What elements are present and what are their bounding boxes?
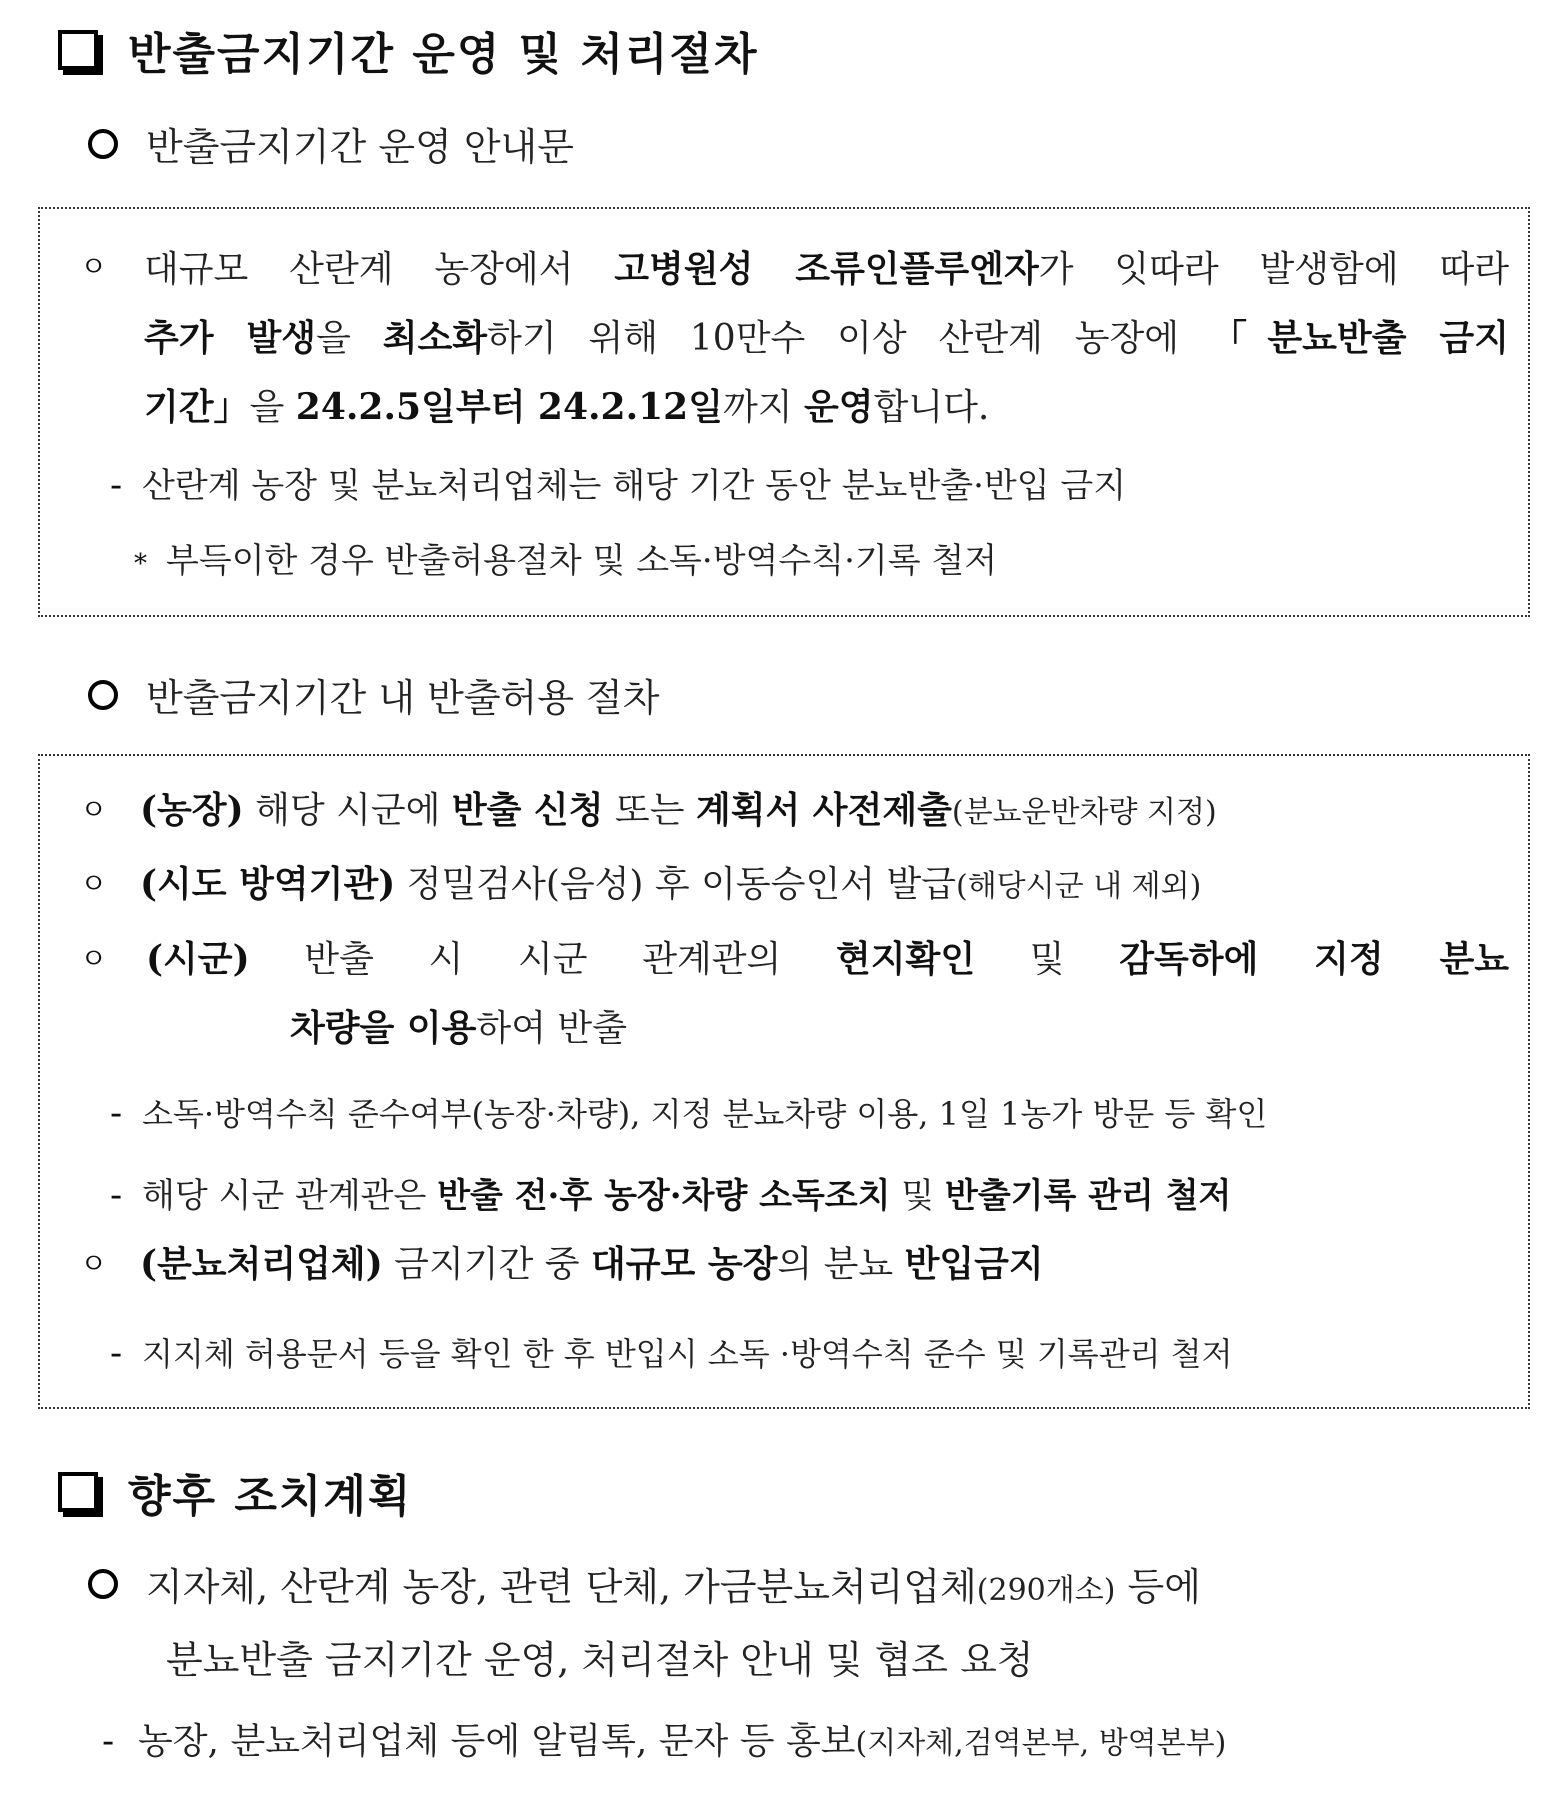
subsection-heading-1 — [88, 116, 574, 171]
dash-line: 산란계 농장 및 분뇨처리업체는 해당 기간 동안 분뇨반출·반입 금지 — [142, 466, 1127, 506]
paragraph-line: 대규모 산란계 농장에서 고병원성 조류인플루엔자가 잇따라 발생함에 따라 — [144, 248, 1509, 290]
procedure-item-processor: (분뇨처리업체) 금지기간 중 대규모 농장의 분뇨 반입금지 — [140, 1243, 1044, 1285]
plan-item: 지자체, 산란계 농장, 관련 단체, 가금분뇨처리업체(290개소) 등에 — [88, 1556, 1201, 1611]
dash-line: 지지체 허용문서 등을 확인 한 후 반입시 소독 ·방역수칙 준수 및 기록관리 철저 — [142, 1335, 1233, 1373]
asterisk-bullet: * — [134, 549, 147, 579]
checkbox-square-icon — [58, 1472, 98, 1512]
subsection-title: 반출금지기간 운영 안내문 — [146, 125, 574, 169]
subsection-heading-2 — [88, 667, 659, 722]
dash-bullet: - — [110, 1093, 123, 1134]
subsection-title: 반출금지기간 내 반출허용 절차 — [146, 676, 660, 720]
procedure-box — [38, 754, 1530, 1409]
procedure-item-sido: (시도 방역기관) 정밀검사(음성) 후 이동승인서 발급(해당시군 내 제외) — [140, 863, 1202, 905]
paragraph-line: 추가 발생을 최소화하기 위해 10만수 이상 산란계 농장에 「분뇨반출 금지 — [144, 317, 1509, 359]
circle-bullet-icon — [88, 129, 118, 159]
dash-bullet: - — [110, 1333, 123, 1374]
small-circle-bullet-icon: ㅇ — [80, 250, 108, 283]
dash-bullet: - — [102, 1721, 115, 1762]
star-line: 부득이한 경우 반출허용절차 및 소독·방역수칙·기록 철저 — [166, 541, 998, 581]
procedure-item-sigun: (시군) 반출 시 시군 관계관의 현지확인 및 감독하에 지정 분뇨 — [146, 938, 1509, 980]
section-title: 향후 조치계획 — [128, 1471, 413, 1522]
dash-line: 해당 시군 관계관은 반출 전·후 농장·차량 소독조치 및 반출기록 관리 철저 — [142, 1176, 1232, 1216]
procedure-item-sigun-cont: 차량을 이용하여 반출 — [290, 1007, 627, 1049]
dash-line: 농장, 분뇨처리업체 등에 알림톡, 문자 등 홍보(지자체,검역본부, 방역본부) — [138, 1721, 1227, 1762]
dash-line: 소독·방역수칙 준수여부(농장·차량), 지정 분뇨차량 이용, 1일 1농가 방문 등 확인 — [142, 1095, 1268, 1133]
dash-bullet: - — [110, 1175, 123, 1216]
small-circle-bullet-icon: ㅇ — [80, 1247, 108, 1280]
circle-bullet-icon — [88, 1569, 118, 1599]
checkbox-square-icon — [58, 30, 98, 70]
dash-bullet: - — [110, 465, 123, 506]
section-title: 반출금지기간 운영 및 처리절차 — [128, 29, 759, 80]
plan-item-cont: 분뇨반출 금지기간 운영, 처리절차 안내 및 협조 요청 — [166, 1638, 1034, 1682]
paragraph-line: 기간」을 24.2.5일부터 24.2.12일까지 운영합니다. — [144, 386, 990, 428]
circle-bullet-icon — [88, 680, 118, 710]
small-circle-bullet-icon: ㅇ — [80, 793, 108, 826]
procedure-item-farm: (농장) 해당 시군에 반출 신청 또는 계획서 사전제출(분뇨운반차량 지정) — [140, 789, 1217, 831]
small-circle-bullet-icon: ㅇ — [80, 867, 108, 900]
small-circle-bullet-icon: ㅇ — [80, 942, 108, 975]
section-heading-2 — [58, 1460, 412, 1524]
section-heading-1 — [58, 18, 759, 82]
